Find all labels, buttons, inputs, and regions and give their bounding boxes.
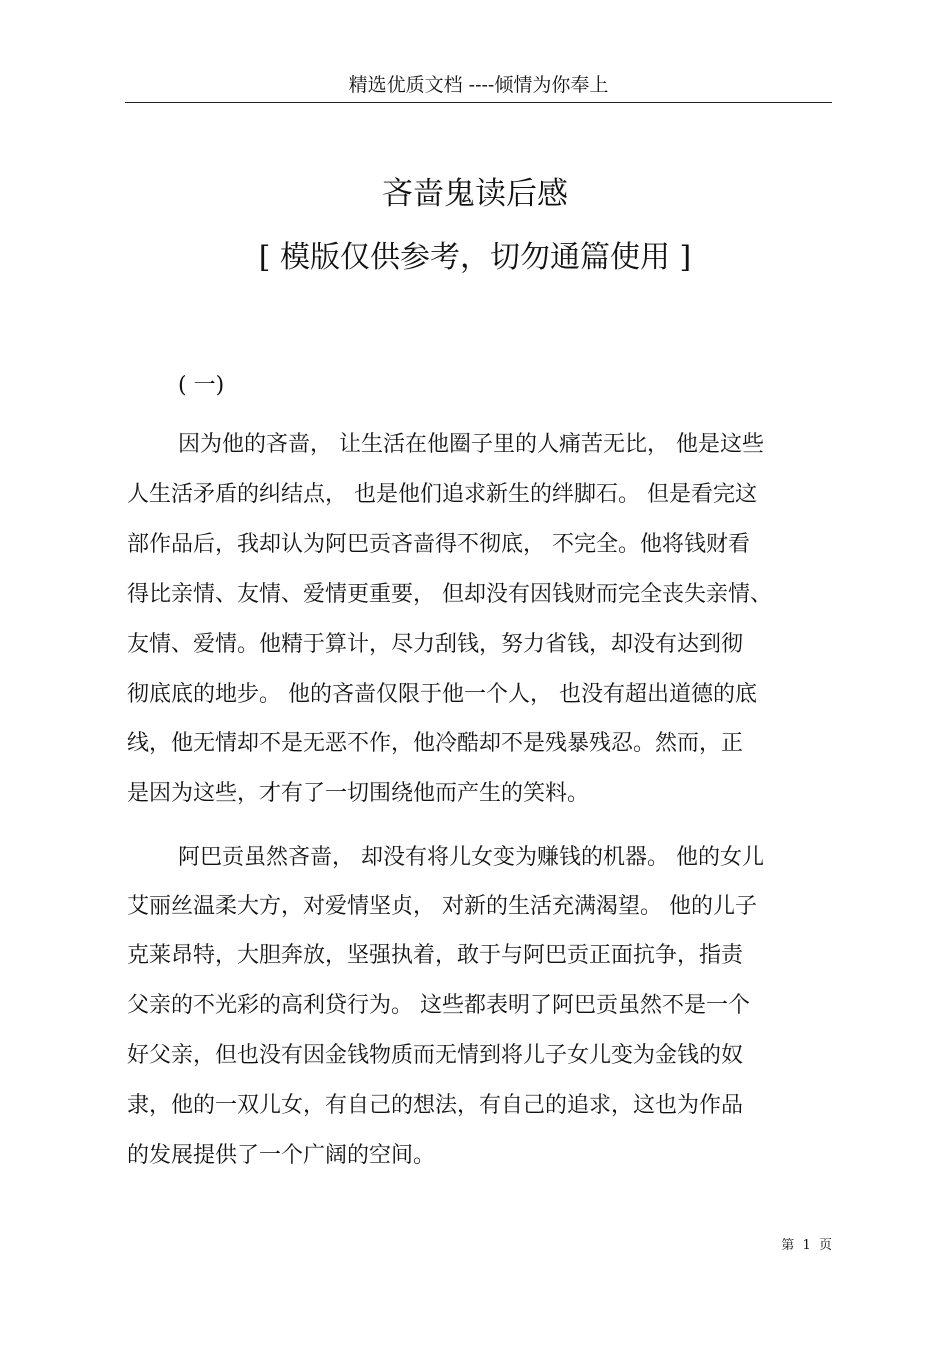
- text-line: 友情、爱情。他精于算计，尽力刮钱，努力省钱，却没有达到彻: [127, 632, 744, 657]
- header-text: 精选优质文档 ----倾情为你奉上: [348, 74, 609, 96]
- text-line: 隶，他的一双儿女，有自己的想法，有自己的追求，这也为作品: [127, 1093, 744, 1118]
- text-line: 艾丽丝温柔大方，对爱情坚贞， 对新的生活充满渴望。 他的儿子: [127, 894, 757, 919]
- document-subtitle: [ 模版仅供参考，切勿通篇使用 ]: [258, 240, 692, 275]
- text-line: 的发展提供了一个广阔的空间。: [127, 1143, 436, 1168]
- text-line: 父亲的不光彩的高利贷行为。 这些都表明了阿巴贡虽然不是一个: [127, 993, 750, 1018]
- page-number: 第 1 页: [781, 1238, 832, 1253]
- page-header: [125, 70, 832, 103]
- text-line: 好父亲，但也没有因金钱物质而无情到将儿子女儿变为金钱的奴: [127, 1043, 744, 1068]
- section-marker: ( 一): [178, 373, 225, 398]
- text-line: 是因为这些，才有了一切围绕他而产生的笑料。: [127, 781, 590, 806]
- text-line: 得比亲情、友情、爱情更重要， 但却没有因钱财而完全丧失亲情、: [127, 582, 772, 607]
- text-line: 阿巴贡虽然吝啬， 却没有将儿女变为赚钱的机器。 他的女儿: [178, 845, 764, 870]
- text-line: 克莱昂特，大胆奔放，坚强执着，敢于与阿巴贡正面抗争，指责: [127, 943, 744, 968]
- text-line: 因为他的吝啬， 让生活在他圈子里的人痛苦无比， 他是这些: [178, 432, 764, 457]
- document-title: 吝啬鬼读后感: [382, 176, 568, 212]
- text-line: 彻底底的地步。 他的吝啬仅限于他一个人， 也没有超出道德的底: [127, 682, 757, 707]
- text-line: 线，他无情却不是无恶不作，他冷酷却不是残暴残忍。然而，正: [127, 731, 744, 756]
- text-line: 人生活矛盾的纠结点， 也是他们追求新生的绊脚石。 但是看完这: [127, 482, 757, 507]
- text-line: 部作品后，我却认为阿巴贡吝啬得不彻底， 不完全。他将钱财看: [127, 532, 750, 557]
